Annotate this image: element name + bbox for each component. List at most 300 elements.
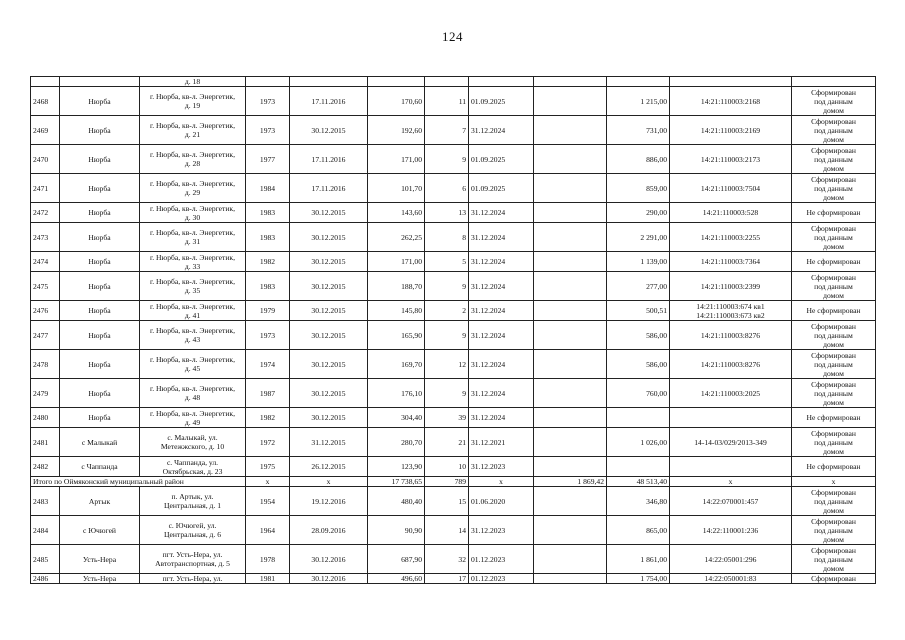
table-row [31,145,876,174]
year-cell: 1973 [246,87,290,116]
status-cell-line: домом [823,534,844,544]
extra-cell [534,408,607,428]
table-row [31,203,876,223]
status-cell-line: домом [823,505,844,515]
subtotal-status: x [792,477,876,487]
cadastral-cell-line: 14:22:110001:236 [702,525,759,535]
cost-cell: 886,00 [607,145,670,174]
row-number-cell: 2482 [31,457,60,477]
address-cell [140,487,246,516]
deadline-cell: 01.09.2025 [469,87,534,116]
address-cell-line: д. 49 [184,417,201,427]
subtotal-date: x [290,477,368,487]
status-cell [792,350,876,379]
address-cell [140,116,246,145]
table-row [31,87,876,116]
extra-cell [534,116,607,145]
area-cell: 145,80 [368,301,425,321]
year-cell: 1978 [246,545,290,574]
cost-cell [607,457,670,477]
table-row [31,408,876,428]
table-row [31,457,876,477]
cadastral-cell-line: 14:21:110003:674 кв1 [696,301,765,311]
count-cell: 12 [425,350,469,379]
area-cell: 262,25 [368,223,425,252]
status-cell-line: под данным [814,232,853,242]
row-number-cell: 2474 [31,252,60,272]
row-number-cell: 2473 [31,223,60,252]
count-cell: 39 [425,408,469,428]
deadline-cell: 31.12.2024 [469,223,534,252]
cadastral-cell-line: 14:21:110003:2025 [700,388,761,398]
row-number-cell: 2469 [31,116,60,145]
address-cell-line: д. 45 [184,364,201,373]
address-cell-line: с. Ючюгей, ул. [168,521,217,530]
locality-cell: Нюрба [60,203,140,223]
address-cell-line: г. Нюрба, кв-л. Энергетик, [149,326,236,335]
cost-cell: 346,80 [607,487,670,516]
row-number-cell: 2468 [31,87,60,116]
deadline-cell: 31.12.2024 [469,408,534,428]
status-cell-line: домом [823,163,844,173]
area-cell: 165,90 [368,321,425,350]
cadastral-cell-line: 14:21:110003:673 кв2 [696,310,765,320]
deadline-cell: 31.12.2024 [469,350,534,379]
table-row [31,428,876,457]
cost-cell: 500,51 [607,301,670,321]
table-row [31,116,876,145]
year-cell: 1982 [246,252,290,272]
status-cell-line: под данным [814,525,853,535]
status-cell-line: Сформирован [811,321,856,331]
status-cell-line: Сформирован [811,145,856,155]
status-cell-line: домом [823,563,844,573]
status-cell-line: Не сформирован [806,257,861,266]
subtotal-count: 789 [425,477,469,487]
cost-cell: 586,00 [607,321,670,350]
table-row [31,516,876,545]
extra-cell [534,77,607,87]
cadastral-cell-line: 14:21:110003:8276 [700,359,761,369]
year-cell: 1975 [246,457,290,477]
row-number-cell: 2483 [31,487,60,516]
address-cell-line: д. 30 [184,212,201,222]
date-cell: 30.12.2015 [290,116,368,145]
address-cell [140,350,246,379]
status-cell [792,545,876,574]
date-cell [290,77,368,87]
cadastral-cell-line: 14:21:110003:7504 [700,183,761,193]
date-cell: 17.11.2016 [290,87,368,116]
cadastral-cell [670,252,792,272]
status-cell-line: Не сформирован [806,208,861,217]
year-cell: 1964 [246,516,290,545]
extra-cell [534,252,607,272]
table-row [31,272,876,301]
cost-cell: 1 215,00 [607,87,670,116]
status-cell-line: домом [823,241,844,251]
cadastral-cell [670,223,792,252]
deadline-cell: 01.12.2023 [469,545,534,574]
cost-cell: 1 026,00 [607,428,670,457]
cadastral-cell-line: 14:22:070001:457 [702,496,759,506]
extra-cell [534,574,607,584]
deadline-cell [469,77,534,87]
date-cell: 30.12.2015 [290,223,368,252]
status-cell [792,145,876,174]
cadastral-cell [670,545,792,574]
status-cell-line: Не сформирован [806,306,861,315]
year-cell: 1983 [246,203,290,223]
cadastral-cell-line: 14:21:110003:2168 [700,96,761,106]
year-cell: 1954 [246,487,290,516]
address-cell-line: г. Нюрба, кв-л. Энергетик, [149,355,236,364]
table-row [31,301,876,321]
address-cell-line: Метежжского, д. 10 [160,442,225,451]
status-cell-line: под данным [814,281,853,291]
status-cell-line: Сформирован [811,428,856,438]
cadastral-cell-line: 14:21:110003:2255 [700,232,761,242]
status-cell [792,574,876,584]
status-cell-line: Не сформирован [806,462,861,471]
status-cell-line: под данным [814,496,853,506]
address-cell-line: д. 19 [184,101,201,110]
address-cell [140,145,246,174]
status-cell-line: домом [823,368,844,378]
date-cell: 30.12.2015 [290,252,368,272]
count-cell: 9 [425,321,469,350]
date-cell: 17.11.2016 [290,174,368,203]
address-cell [140,428,246,457]
status-cell [792,252,876,272]
address-cell [140,223,246,252]
address-cell-line: д. 43 [184,335,201,344]
row-number-cell: 2485 [31,545,60,574]
cost-cell: 277,00 [607,272,670,301]
area-cell: 280,70 [368,428,425,457]
subtotal-label: Итого по Оймяконский муниципальный район [31,477,246,487]
status-cell-line: под данным [814,554,853,564]
cadastral-cell [670,379,792,408]
year-cell: 1982 [246,408,290,428]
subtotal-extra: 1 869,42 [534,477,607,487]
locality-cell [60,77,140,87]
status-cell [792,457,876,477]
address-cell [140,301,246,321]
address-cell-line: Центральная, д. 6 [164,530,221,539]
extra-cell [534,301,607,321]
area-cell: 171,00 [368,145,425,174]
count-cell: 5 [425,252,469,272]
locality-cell: Нюрба [60,145,140,174]
row-number-cell [31,77,60,87]
year-cell: 1977 [246,145,290,174]
area-cell [368,77,425,87]
date-cell: 30.12.2015 [290,272,368,301]
deadline-cell: 31.12.2023 [469,516,534,545]
extra-cell [534,457,607,477]
cadastral-cell [670,350,792,379]
extra-cell [534,174,607,203]
row-number-cell: 2484 [31,516,60,545]
deadline-cell: 31.12.2024 [469,321,534,350]
cadastral-cell [670,174,792,203]
address-cell [140,272,246,301]
address-cell [140,408,246,428]
cost-cell: 731,00 [607,116,670,145]
extra-cell [534,516,607,545]
count-cell: 32 [425,545,469,574]
status-cell-line: домом [823,134,844,144]
cadastral-cell-line: 14:21:110003:2399 [700,281,761,291]
address-cell-line: г. Нюрба, кв-л. Энергетик, [149,179,236,188]
extra-cell [534,223,607,252]
address-cell [140,87,246,116]
cadastral-cell [670,487,792,516]
status-cell-line: Сформирован [811,574,856,583]
area-cell: 169,70 [368,350,425,379]
cadastral-cell [670,272,792,301]
area-cell: 192,60 [368,116,425,145]
address-cell [140,77,246,87]
status-cell-line: под данным [814,125,853,135]
table-row [31,77,876,87]
cadastral-cell [670,77,792,87]
deadline-cell: 31.12.2021 [469,428,534,457]
cadastral-cell [670,574,792,584]
date-cell: 30.12.2015 [290,408,368,428]
area-cell: 123,90 [368,457,425,477]
cadastral-cell [670,301,792,321]
locality-cell: Нюрба [60,350,140,379]
status-cell-line: домом [823,105,844,115]
status-cell-line: под данным [814,359,853,369]
deadline-cell: 31.12.2024 [469,379,534,408]
subtotal-year: x [246,477,290,487]
status-cell-line: домом [823,339,844,349]
address-cell-line: пгт. Усть-Нера, ул. [162,550,223,559]
area-cell: 176,10 [368,379,425,408]
address-cell-line: пгт. Усть-Нера, ул. [162,574,223,583]
count-cell: 21 [425,428,469,457]
status-cell-line: Сформирован [811,487,856,497]
address-cell-line: с. Чаппанда, ул. [166,457,219,467]
year-cell: 1984 [246,174,290,203]
deadline-cell: 31.12.2023 [469,457,534,477]
year-cell: 1981 [246,574,290,584]
count-cell: 7 [425,116,469,145]
address-cell-line: Октябрьская, д. 23 [162,466,223,476]
status-cell [792,408,876,428]
address-cell [140,252,246,272]
cadastral-cell [670,428,792,457]
table-body [31,77,876,584]
status-cell-line: Сформирован [811,350,856,360]
cost-cell: 859,00 [607,174,670,203]
row-number-cell: 2480 [31,408,60,428]
cost-cell: 290,00 [607,203,670,223]
address-cell-line: г. Нюрба, кв-л. Энергетик, [149,277,236,286]
address-cell-line: д. 31 [184,237,201,246]
status-cell [792,174,876,203]
locality-cell: с Ючюгей [60,516,140,545]
extra-cell [534,272,607,301]
count-cell: 6 [425,174,469,203]
status-cell-line: Сформирован [811,116,856,126]
row-number-cell: 2486 [31,574,60,584]
date-cell: 30.12.2015 [290,301,368,321]
table-row [31,487,876,516]
status-cell-line: под данным [814,96,853,106]
table-row [31,545,876,574]
address-cell-line: г. Нюрба, кв-л. Энергетик, [149,121,236,130]
extra-cell [534,321,607,350]
area-cell: 687,90 [368,545,425,574]
locality-cell: Нюрба [60,116,140,145]
status-cell-line: Сформирован [811,545,856,555]
cadastral-cell [670,87,792,116]
subtotal-area: 17 738,65 [368,477,425,487]
cost-cell [607,408,670,428]
address-cell-line: д. 48 [184,393,201,402]
cadastral-cell [670,145,792,174]
cadastral-cell-line: 14:21:110003:7364 [700,257,761,266]
address-cell-line: г. Нюрба, кв-л. Энергетик, [149,384,236,393]
area-cell: 304,40 [368,408,425,428]
cadastral-cell-line: 14:22:05001:296 [704,554,757,564]
date-cell: 30.12.2015 [290,350,368,379]
cost-cell: 1 754,00 [607,574,670,584]
locality-cell: Нюрба [60,174,140,203]
cadastral-cell-line: 14-14-03/029/2013-349 [694,437,767,447]
cadastral-cell [670,203,792,223]
area-cell: 143,60 [368,203,425,223]
row-number-cell: 2475 [31,272,60,301]
table-row [31,321,876,350]
date-cell: 26.12.2015 [290,457,368,477]
status-cell-line: под данным [814,154,853,164]
deadline-cell: 31.12.2024 [469,272,534,301]
cadastral-cell [670,457,792,477]
cadastral-cell [670,408,792,428]
deadline-cell: 01.06.2020 [469,487,534,516]
locality-cell: Нюрба [60,272,140,301]
area-cell: 480,40 [368,487,425,516]
row-number-cell: 2476 [31,301,60,321]
table-row [31,574,876,584]
deadline-cell: 31.12.2024 [469,252,534,272]
locality-cell: Нюрба [60,223,140,252]
cadastral-cell-line: 14:21:110003:2173 [700,154,761,164]
address-cell [140,379,246,408]
cost-cell: 760,00 [607,379,670,408]
deadline-cell: 31.12.2024 [469,301,534,321]
area-cell: 171,00 [368,252,425,272]
year-cell: 1973 [246,116,290,145]
table-row [31,379,876,408]
address-cell [140,457,246,477]
address-cell-line: г. Нюрба, кв-л. Энергетик, [149,301,236,311]
address-cell-line: с. Малыкай, ул. [167,433,218,442]
address-cell [140,174,246,203]
address-cell-line: г. Нюрба, кв-л. Энергетик, [149,203,236,213]
year-cell [246,77,290,87]
status-cell-line: Сформирован [811,516,856,526]
locality-cell: Артык [60,487,140,516]
deadline-cell: 01.09.2025 [469,145,534,174]
row-number-cell: 2478 [31,350,60,379]
address-cell [140,574,246,584]
date-cell: 30.12.2015 [290,321,368,350]
status-cell [792,428,876,457]
status-cell-line: Сформирован [811,174,856,184]
status-cell [792,487,876,516]
locality-cell: Нюрба [60,408,140,428]
address-cell-line: п. Артык, ул. [171,492,214,501]
area-cell: 188,70 [368,272,425,301]
status-cell [792,301,876,321]
address-cell [140,545,246,574]
area-cell: 170,60 [368,87,425,116]
address-cell-line: Центральная, д. 1 [164,501,221,510]
cadastral-cell-line: 14:21:110003:8276 [700,330,761,340]
status-cell-line: Сформирован [811,379,856,389]
count-cell: 17 [425,574,469,584]
table-row [31,252,876,272]
address-cell-line: д. 28 [184,159,201,168]
count-cell: 11 [425,87,469,116]
page-number: 124 [442,29,463,44]
status-cell-line: домом [823,290,844,300]
status-cell [792,379,876,408]
status-cell-line: Сформирован [811,87,856,97]
status-cell [792,516,876,545]
date-cell: 30.12.2016 [290,545,368,574]
date-cell: 30.12.2015 [290,379,368,408]
locality-cell: Нюрба [60,87,140,116]
cadastral-cell [670,516,792,545]
extra-cell [534,350,607,379]
year-cell: 1979 [246,301,290,321]
row-number-cell: 2477 [31,321,60,350]
year-cell: 1987 [246,379,290,408]
deadline-cell: 01.12.2023 [469,574,534,584]
status-cell [792,87,876,116]
cost-cell: 586,00 [607,350,670,379]
status-cell [792,223,876,252]
extra-cell [534,145,607,174]
address-cell-line: г. Нюрба, кв-л. Энергетик, [149,252,236,262]
year-cell: 1983 [246,272,290,301]
date-cell: 17.11.2016 [290,145,368,174]
extra-cell [534,87,607,116]
address-cell-line: г. Нюрба, кв-л. Энергетик, [149,408,236,418]
address-cell-line: Автотранспортная, д. 5 [155,559,230,568]
cost-cell [607,77,670,87]
status-cell-line: Не сформирован [806,413,861,422]
status-cell-line: Сформирован [811,272,856,282]
extra-cell [534,428,607,457]
status-cell-line: Сформирован [811,223,856,233]
cost-cell: 2 291,00 [607,223,670,252]
cadastral-cell-line: 14:22:050001:83 [704,574,757,583]
address-cell-line: д. 41 [184,310,201,320]
date-cell: 30.12.2016 [290,574,368,584]
address-cell [140,203,246,223]
address-cell-line: г. Нюрба, кв-л. Энергетик, [149,150,236,159]
cadastral-cell [670,321,792,350]
year-cell: 1972 [246,428,290,457]
